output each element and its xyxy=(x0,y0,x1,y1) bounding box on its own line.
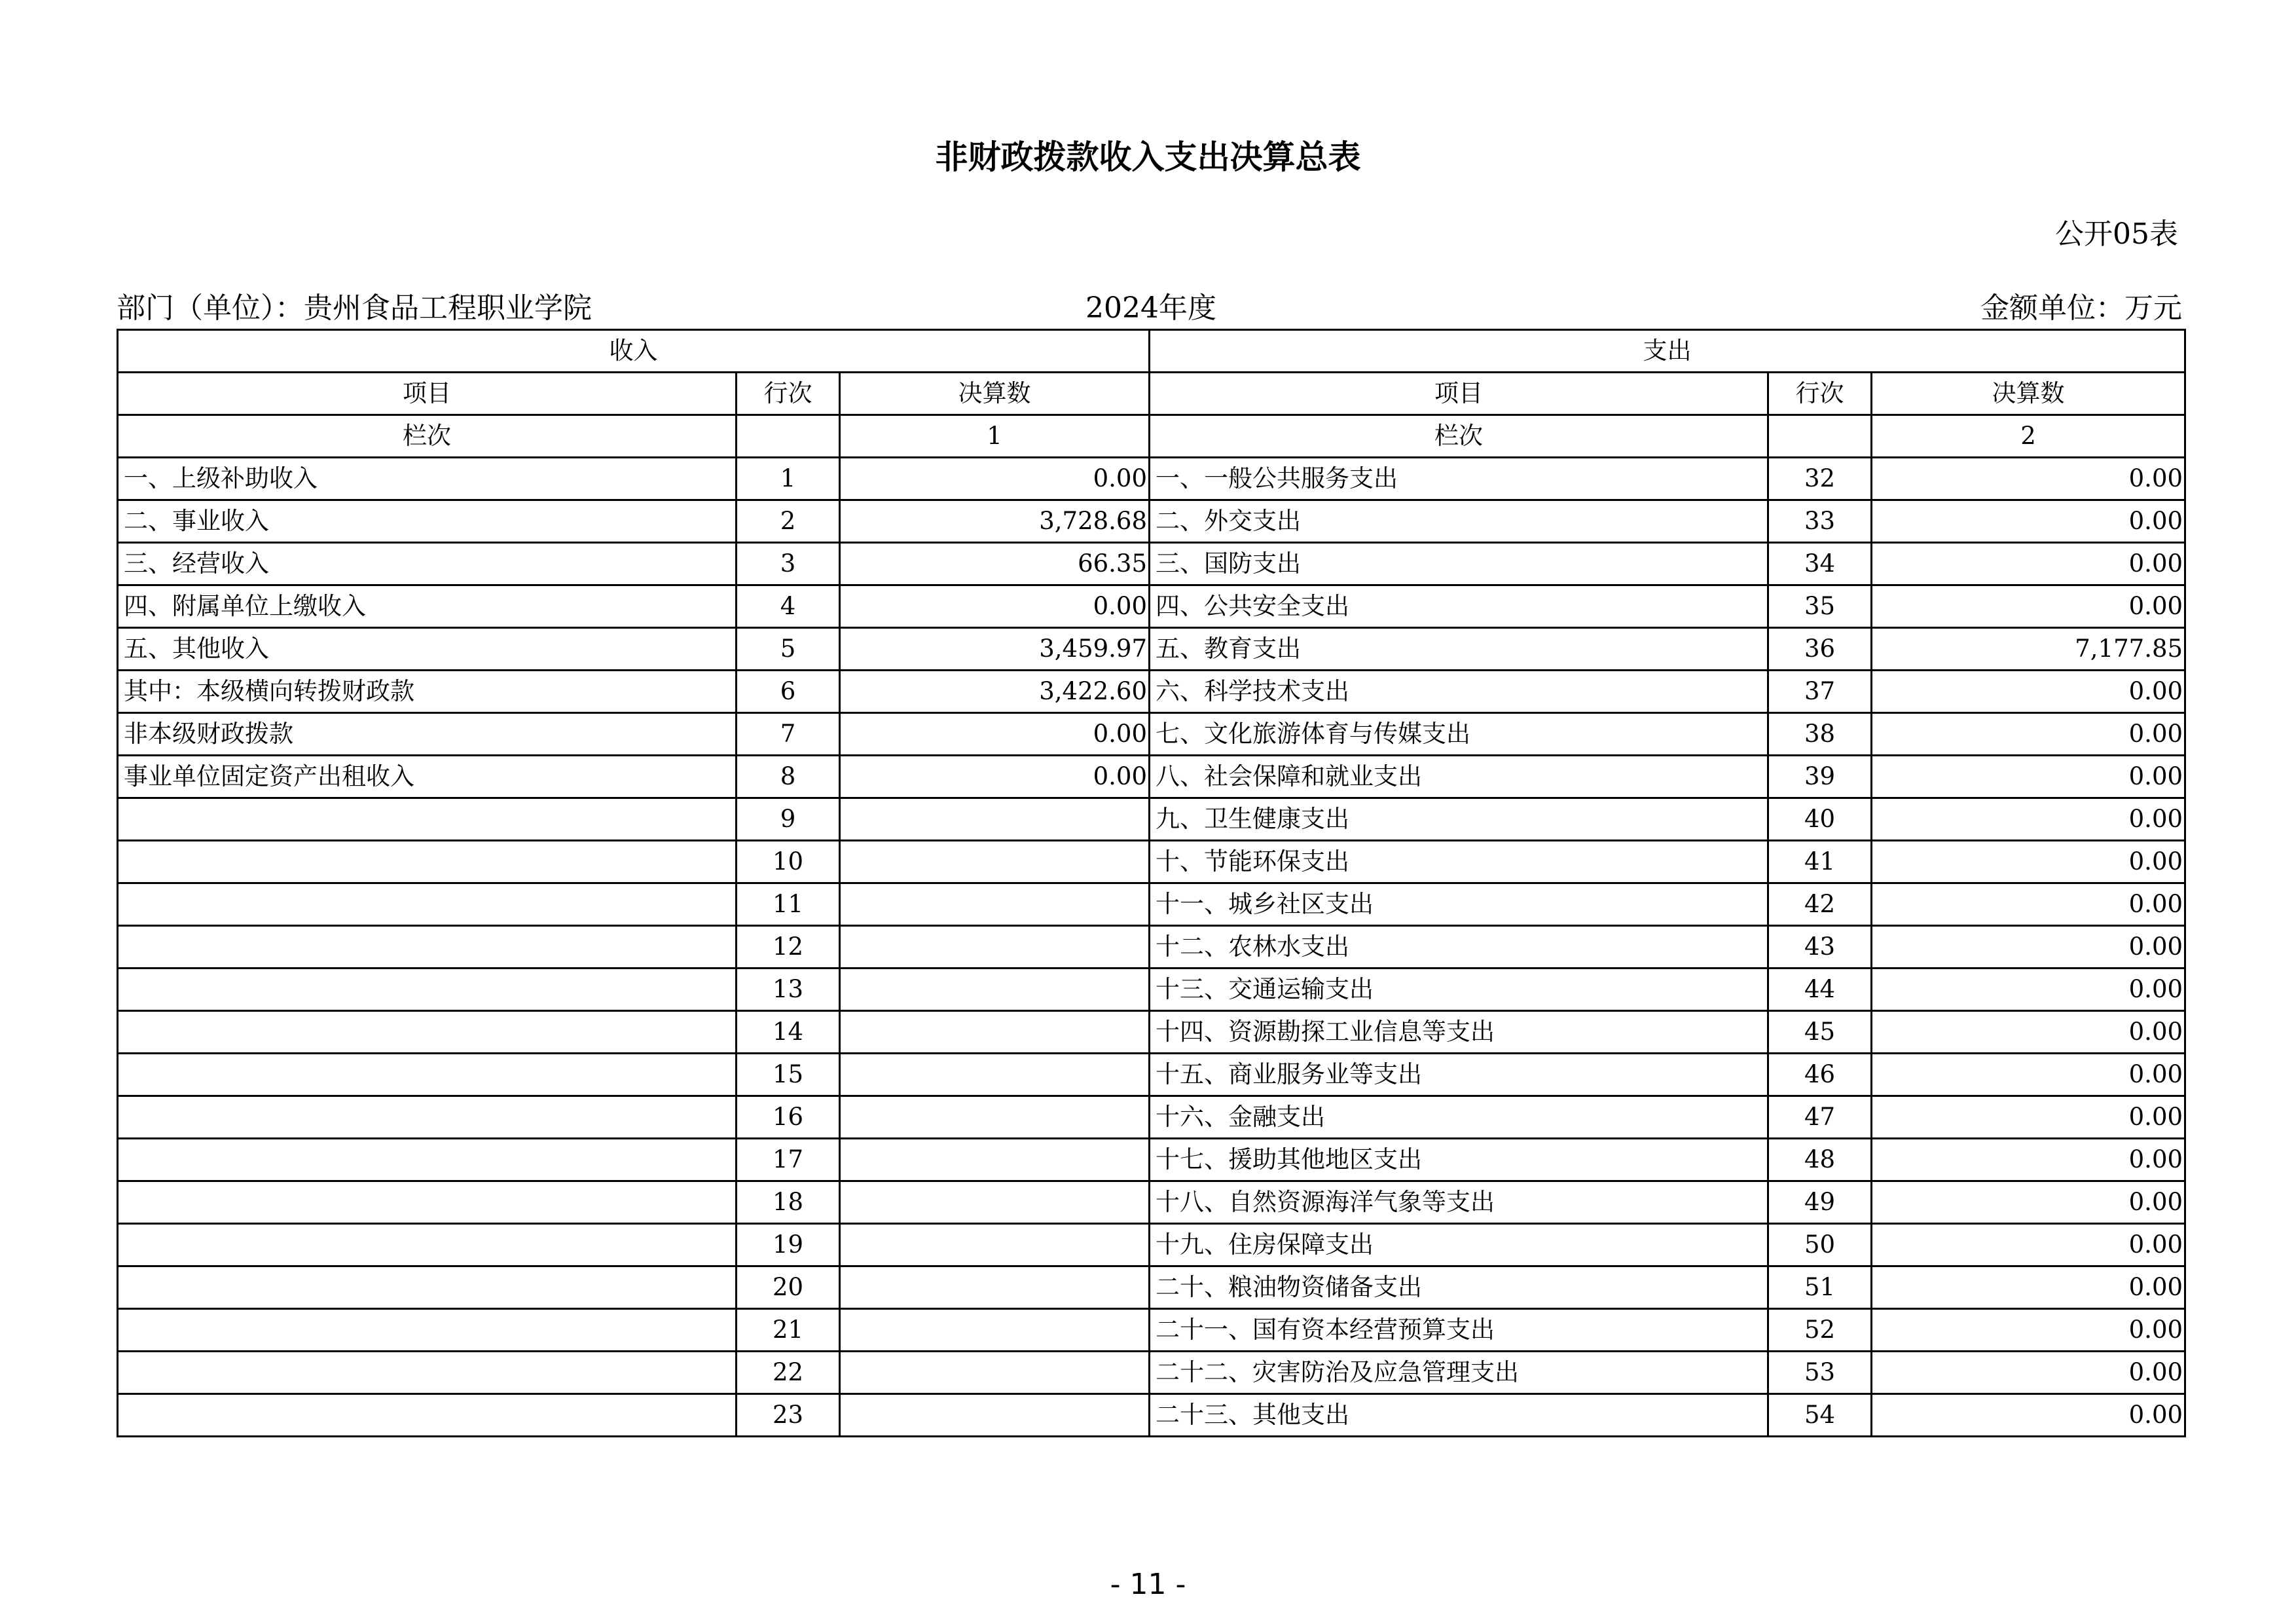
table-body xyxy=(118,330,2185,1437)
income-amount xyxy=(840,1139,1150,1181)
income-amount xyxy=(840,926,1150,969)
expense-amount: 0.00 xyxy=(1872,1096,2185,1139)
table-row xyxy=(118,969,2185,1011)
income-row-number: 16 xyxy=(737,1096,840,1139)
expense-row-number: 46 xyxy=(1768,1054,1872,1096)
income-row-number: 18 xyxy=(737,1181,840,1224)
expense-item: 十八、自然资源海洋气象等支出 xyxy=(1150,1181,1768,1224)
expense-amount: 0.00 xyxy=(1872,1054,2185,1096)
expense-section-header: 支出 xyxy=(1150,330,2185,373)
table-row xyxy=(118,1309,2185,1352)
table-row xyxy=(118,883,2185,926)
expense-row-number: 36 xyxy=(1768,628,1872,671)
income-item xyxy=(118,841,737,883)
expense-row-number: 33 xyxy=(1768,500,1872,543)
expense-item: 十五、商业服务业等支出 xyxy=(1150,1054,1768,1096)
income-amount: 66.35 xyxy=(840,543,1150,585)
expense-amount: 0.00 xyxy=(1872,756,2185,798)
column-number-row xyxy=(118,415,2185,458)
income-amount-header: 决算数 xyxy=(840,373,1150,415)
income-row-number: 2 xyxy=(737,500,840,543)
income-amount xyxy=(840,1096,1150,1139)
income-item xyxy=(118,969,737,1011)
income-item xyxy=(118,1309,737,1352)
income-item: 三、经营收入 xyxy=(118,543,737,585)
table-row xyxy=(118,585,2185,628)
expense-row-number: 53 xyxy=(1768,1352,1872,1394)
income-item xyxy=(118,1139,737,1181)
income-item: 其中：本级横向转拨财政款 xyxy=(118,671,737,713)
income-row-number: 9 xyxy=(737,798,840,841)
income-item xyxy=(118,883,737,926)
income-row-number: 21 xyxy=(737,1309,840,1352)
expense-item: 二十、粮油物资储备支出 xyxy=(1150,1266,1768,1309)
income-amount xyxy=(840,798,1150,841)
expense-amount: 0.00 xyxy=(1872,1352,2185,1394)
income-item xyxy=(118,1394,737,1437)
expense-row-number: 45 xyxy=(1768,1011,1872,1054)
income-row-number: 19 xyxy=(737,1224,840,1266)
income-expense-table xyxy=(117,329,2186,1437)
income-amount: 3,728.68 xyxy=(840,500,1150,543)
table-row xyxy=(118,1054,2185,1096)
income-amount: 0.00 xyxy=(840,713,1150,756)
income-rowno-header: 行次 xyxy=(737,373,840,415)
expense-item: 二十二、灾害防治及应急管理支出 xyxy=(1150,1352,1768,1394)
expense-row-number: 41 xyxy=(1768,841,1872,883)
expense-amount: 0.00 xyxy=(1872,1181,2185,1224)
expense-row-number: 54 xyxy=(1768,1394,1872,1437)
income-item: 四、附属单位上缴收入 xyxy=(118,585,737,628)
table-row xyxy=(118,1352,2185,1394)
expense-amount: 0.00 xyxy=(1872,841,2185,883)
table-row xyxy=(118,1139,2185,1181)
income-amount: 3,422.60 xyxy=(840,671,1150,713)
form-number: 公开05表 xyxy=(2055,217,2178,251)
table-row xyxy=(118,543,2185,585)
expense-item: 八、社会保障和就业支出 xyxy=(1150,756,1768,798)
income-row-number: 8 xyxy=(737,756,840,798)
expense-item: 十六、金融支出 xyxy=(1150,1096,1768,1139)
expense-amount: 0.00 xyxy=(1872,1266,2185,1309)
expense-amount: 0.00 xyxy=(1872,1309,2185,1352)
table-row xyxy=(118,1224,2185,1266)
income-item: 五、其他收入 xyxy=(118,628,737,671)
expense-amount: 0.00 xyxy=(1872,798,2185,841)
expense-row-number: 43 xyxy=(1768,926,1872,969)
expense-item: 十一、城乡社区支出 xyxy=(1150,883,1768,926)
expense-row-number: 40 xyxy=(1768,798,1872,841)
table-row xyxy=(118,1181,2185,1224)
table-row xyxy=(118,1011,2185,1054)
income-item xyxy=(118,1011,737,1054)
expense-row-number: 48 xyxy=(1768,1139,1872,1181)
expense-item: 十七、援助其他地区支出 xyxy=(1150,1139,1768,1181)
income-amount xyxy=(840,1394,1150,1437)
income-row-number: 20 xyxy=(737,1266,840,1309)
expense-row-number: 35 xyxy=(1768,585,1872,628)
expense-row-number: 39 xyxy=(1768,756,1872,798)
expense-amount: 0.00 xyxy=(1872,1139,2185,1181)
expense-row-number: 32 xyxy=(1768,458,1872,500)
income-row-number: 6 xyxy=(737,671,840,713)
expense-column-blank xyxy=(1768,415,1872,458)
table-row xyxy=(118,926,2185,969)
expense-item: 六、科学技术支出 xyxy=(1150,671,1768,713)
income-row-number: 13 xyxy=(737,969,840,1011)
income-item: 事业单位固定资产出租收入 xyxy=(118,756,737,798)
expense-row-number: 49 xyxy=(1768,1181,1872,1224)
income-amount xyxy=(840,1181,1150,1224)
income-amount xyxy=(840,841,1150,883)
expense-rowno-header: 行次 xyxy=(1768,373,1872,415)
table-row xyxy=(118,500,2185,543)
income-column-number: 1 xyxy=(840,415,1150,458)
expense-row-number: 51 xyxy=(1768,1266,1872,1309)
expense-row-number: 37 xyxy=(1768,671,1872,713)
expense-amount: 0.00 xyxy=(1872,713,2185,756)
income-item xyxy=(118,1352,737,1394)
expense-amount: 7,177.85 xyxy=(1872,628,2185,671)
expense-item: 四、公共安全支出 xyxy=(1150,585,1768,628)
expense-row-number: 50 xyxy=(1768,1224,1872,1266)
amount-unit: 金额单位：万元 xyxy=(1980,291,2182,325)
income-amount xyxy=(840,1352,1150,1394)
income-row-number: 23 xyxy=(737,1394,840,1437)
expense-item: 十二、农林水支出 xyxy=(1150,926,1768,969)
expense-item: 十九、住房保障支出 xyxy=(1150,1224,1768,1266)
expense-item: 七、文化旅游体育与传媒支出 xyxy=(1150,713,1768,756)
expense-column-number: 2 xyxy=(1872,415,2185,458)
income-row-number: 11 xyxy=(737,883,840,926)
expense-row-number: 42 xyxy=(1768,883,1872,926)
income-column-blank xyxy=(737,415,840,458)
expense-item: 十四、资源勘探工业信息等支出 xyxy=(1150,1011,1768,1054)
table-row xyxy=(118,798,2185,841)
fiscal-year: 2024年度 xyxy=(1085,291,1216,325)
expense-row-number: 34 xyxy=(1768,543,1872,585)
income-row-number: 15 xyxy=(737,1054,840,1096)
income-item xyxy=(118,926,737,969)
income-amount xyxy=(840,1224,1150,1266)
table-row xyxy=(118,1096,2185,1139)
expense-row-number: 38 xyxy=(1768,713,1872,756)
income-item xyxy=(118,1181,737,1224)
income-row-number: 10 xyxy=(737,841,840,883)
income-amount xyxy=(840,1309,1150,1352)
table-row xyxy=(118,1394,2185,1437)
table-row xyxy=(118,1266,2185,1309)
expense-item: 十三、交通运输支出 xyxy=(1150,969,1768,1011)
expense-item: 二十一、国有资本经营预算支出 xyxy=(1150,1309,1768,1352)
expense-amount: 0.00 xyxy=(1872,671,2185,713)
expense-amount: 0.00 xyxy=(1872,1011,2185,1054)
department-label: 部门（单位）：贵州食品工程职业学院 xyxy=(117,291,592,325)
table-row xyxy=(118,628,2185,671)
expense-amount: 0.00 xyxy=(1872,458,2185,500)
expense-amount: 0.00 xyxy=(1872,585,2185,628)
income-row-number: 12 xyxy=(737,926,840,969)
expense-amount: 0.00 xyxy=(1872,1224,2185,1266)
income-amount xyxy=(840,883,1150,926)
table-row xyxy=(118,841,2185,883)
expense-item-header: 项目 xyxy=(1150,373,1768,415)
table-row xyxy=(118,458,2185,500)
income-item xyxy=(118,1096,737,1139)
expense-item: 三、国防支出 xyxy=(1150,543,1768,585)
expense-amount: 0.00 xyxy=(1872,543,2185,585)
expense-row-number: 47 xyxy=(1768,1096,1872,1139)
income-row-number: 1 xyxy=(737,458,840,500)
expense-column-label: 栏次 xyxy=(1150,415,1768,458)
income-amount xyxy=(840,969,1150,1011)
income-row-number: 17 xyxy=(737,1139,840,1181)
income-item xyxy=(118,1224,737,1266)
income-column-label: 栏次 xyxy=(118,415,737,458)
income-item xyxy=(118,798,737,841)
income-item: 一、上级补助收入 xyxy=(118,458,737,500)
expense-item: 九、卫生健康支出 xyxy=(1150,798,1768,841)
income-section-header: 收入 xyxy=(118,330,1150,373)
report-meta xyxy=(117,286,2182,331)
expense-amount: 0.00 xyxy=(1872,883,2185,926)
income-item xyxy=(118,1054,737,1096)
income-amount: 0.00 xyxy=(840,756,1150,798)
table-row xyxy=(118,671,2185,713)
column-header-row xyxy=(118,373,2185,415)
income-amount: 0.00 xyxy=(840,458,1150,500)
income-row-number: 7 xyxy=(737,713,840,756)
section-header-row xyxy=(118,330,2185,373)
expense-item: 二十三、其他支出 xyxy=(1150,1394,1768,1437)
expense-amount: 0.00 xyxy=(1872,926,2185,969)
income-row-number: 14 xyxy=(737,1011,840,1054)
income-row-number: 5 xyxy=(737,628,840,671)
expense-amount: 0.00 xyxy=(1872,500,2185,543)
expense-row-number: 44 xyxy=(1768,969,1872,1011)
income-row-number: 4 xyxy=(737,585,840,628)
expense-item: 二、外交支出 xyxy=(1150,500,1768,543)
income-item: 二、事业收入 xyxy=(118,500,737,543)
income-row-number: 3 xyxy=(737,543,840,585)
income-item-header: 项目 xyxy=(118,373,737,415)
income-amount xyxy=(840,1266,1150,1309)
income-amount xyxy=(840,1011,1150,1054)
expense-amount-header: 决算数 xyxy=(1872,373,2185,415)
table-row xyxy=(118,713,2185,756)
page-title: 非财政拨款收入支出决算总表 xyxy=(935,138,1361,176)
income-amount: 3,459.97 xyxy=(840,628,1150,671)
income-row-number: 22 xyxy=(737,1352,840,1394)
income-amount: 0.00 xyxy=(840,585,1150,628)
income-item: 非本级财政拨款 xyxy=(118,713,737,756)
page-number: - 11 - xyxy=(1110,1568,1186,1601)
expense-item: 十、节能环保支出 xyxy=(1150,841,1768,883)
income-amount xyxy=(840,1054,1150,1096)
expense-amount: 0.00 xyxy=(1872,969,2185,1011)
expense-amount: 0.00 xyxy=(1872,1394,2185,1437)
expense-row-number: 52 xyxy=(1768,1309,1872,1352)
income-item xyxy=(118,1266,737,1309)
table-row xyxy=(118,756,2185,798)
expense-item: 五、教育支出 xyxy=(1150,628,1768,671)
expense-item: 一、一般公共服务支出 xyxy=(1150,458,1768,500)
